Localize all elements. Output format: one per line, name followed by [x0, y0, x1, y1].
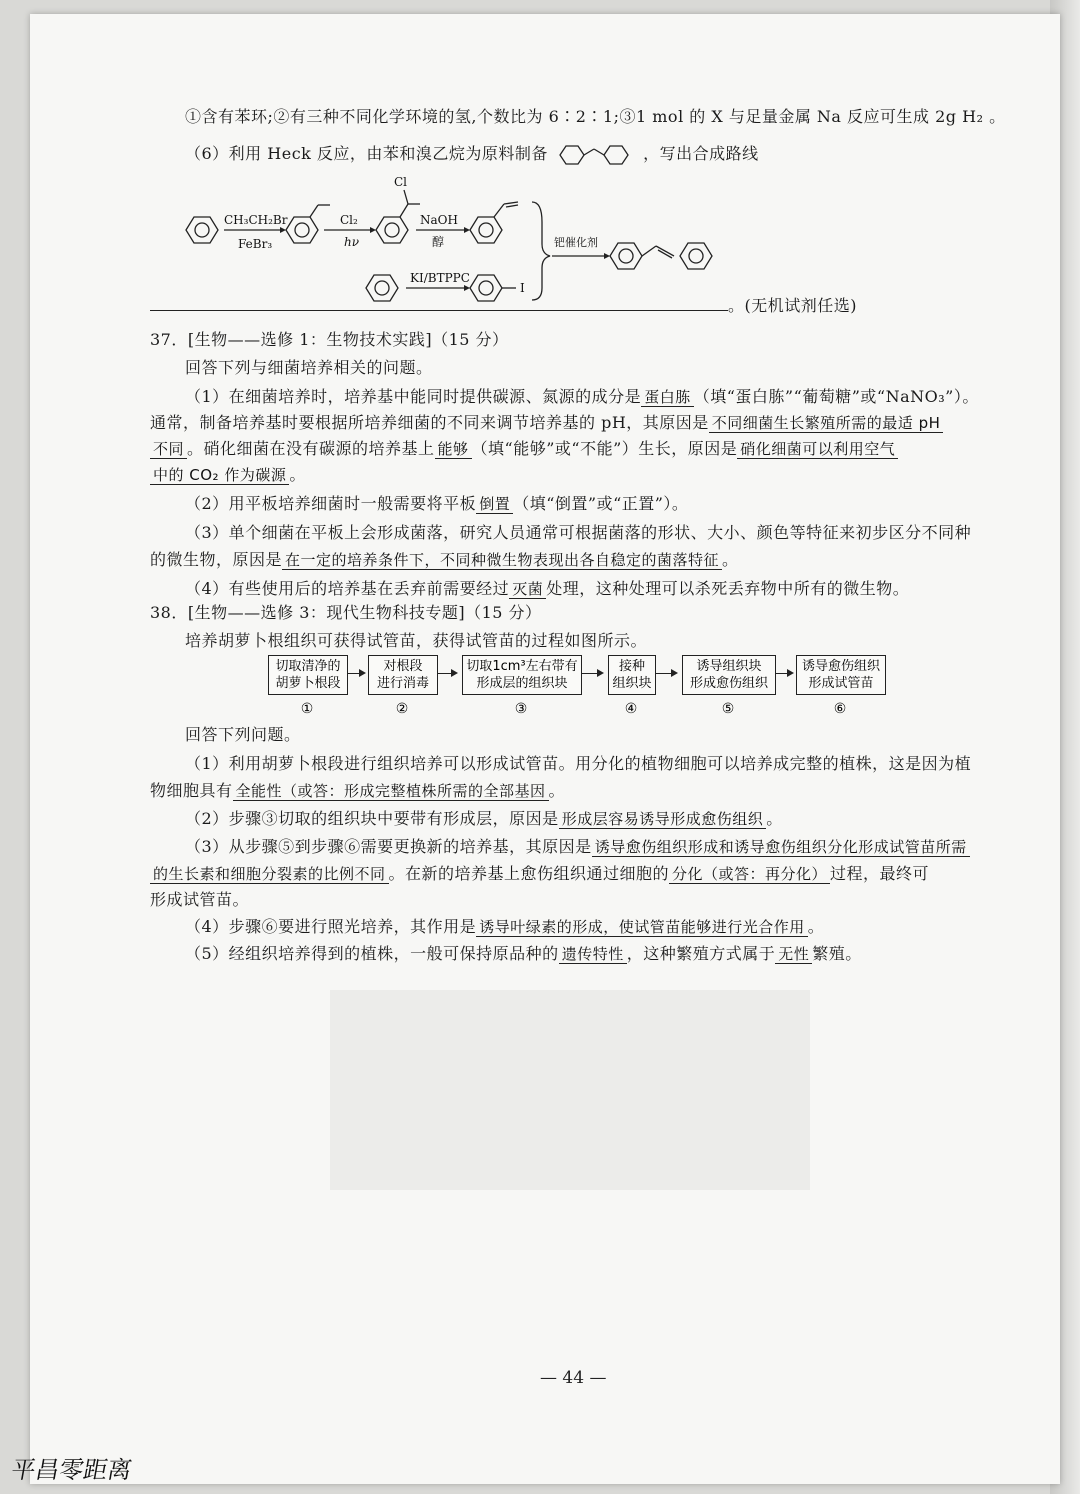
- tissue-culture-flowchart: [268, 655, 908, 725]
- flow-step-1-line2: 胡萝卜根段: [275, 676, 341, 691]
- q38-intro: 培养胡萝卜根组织可获得试管苗，获得试管苗的过程如图所示。: [185, 631, 648, 650]
- q38-p3-line2: [150, 861, 929, 884]
- flow-arrow: [776, 673, 792, 674]
- answer-ph-cont: 不同: [150, 440, 187, 459]
- page-number: — 44 —: [540, 1368, 607, 1388]
- q38-title: 38．[生物——选修 3：现代生物科技专题]（15 分）: [150, 603, 542, 622]
- reagent-naoh: NaOH: [420, 213, 458, 227]
- stilbene-ring-1: [610, 243, 642, 269]
- flow-arrow: [348, 673, 364, 674]
- step-number: ①: [300, 701, 314, 717]
- q38-p5-end: 繁殖。: [812, 944, 862, 963]
- q37-p1-ph-text: 通常，制备培养基时要根据所培养细菌的不同来调节培养基的 pH，其原因是: [150, 413, 709, 432]
- flow-step-4: [608, 655, 656, 695]
- answer-hormone-ratio: 的生长素和细胞分裂素的比例不同: [150, 865, 389, 884]
- q37-title: 37．[生物——选修 1：生物技术实践]（15 分）: [150, 330, 509, 349]
- q36-part6: [185, 141, 759, 166]
- flow-arrow: [582, 673, 602, 674]
- answer-asexual: 无性: [775, 945, 812, 964]
- flow-step-3-line2: 形成层的组织块: [476, 676, 568, 691]
- step-number: ⑥: [833, 701, 847, 717]
- q37-p2-text: （2）用平板培养细菌时一般需要将平板: [185, 494, 477, 513]
- iodine-label: I: [520, 281, 525, 295]
- q36-tail: 。(无机试剂任选): [728, 296, 857, 315]
- flow-step-5: [682, 655, 776, 695]
- q38-p1-line2: [150, 778, 565, 801]
- catalyst-label: 钯催化剂: [554, 236, 598, 249]
- q37-p1-line4: [150, 462, 306, 485]
- bleed-through-table: [330, 990, 810, 1190]
- q37-p1-end: 。: [289, 465, 306, 484]
- watermark: 平昌零距离: [9, 1456, 135, 1484]
- benzene-ring: [186, 217, 218, 243]
- answer-totipotency: 全能性（或答：形成完整植株所需的全部基因: [233, 782, 549, 801]
- flow-step-5-line1: 诱导组织块: [696, 659, 762, 674]
- step-number: ⑤: [721, 701, 735, 717]
- q38-p5-mid: ，这种繁殖方式属于: [626, 944, 776, 963]
- flow-step-6: [796, 655, 886, 695]
- q38-p5-text: （5）经组织培养得到的植株，一般可保持原品种的: [185, 944, 559, 963]
- q37-p1-line3: [150, 436, 898, 459]
- flow-step-4-line1: 接种: [618, 659, 645, 674]
- q38-p2-text: （2）步骤③切取的组织块中要带有形成层，原因是: [185, 809, 559, 828]
- answer-genetic: 遗传特性: [559, 945, 627, 964]
- reagent-ki: KI/BTPPC: [410, 271, 470, 285]
- answer-sterilize: 灭菌: [509, 580, 546, 599]
- q37-p4-end: 处理，这种处理可以杀死丢弃物中所有的微生物。: [546, 579, 910, 598]
- step-number: ③: [514, 701, 528, 717]
- flow-arrow: [656, 673, 676, 674]
- q38-p1-text: 物细胞具有: [150, 781, 233, 800]
- chlorine-label: Cl: [394, 175, 408, 189]
- answer-co2: 硝化细菌可以利用空气: [737, 440, 898, 459]
- answer-peptone: 蛋白胨: [641, 388, 694, 407]
- answer-colony: 在一定的培养条件下，不同种微生物表现出各自稳定的菌落特征: [282, 551, 722, 570]
- answer-can: 能够: [435, 440, 472, 459]
- reagent-cl2: Cl₂: [340, 213, 358, 227]
- answer-ph: 不同细菌生长繁殖所需的最适 pH: [709, 414, 944, 433]
- answer-co2-cont: 中的 CO₂ 作为碳源: [150, 466, 289, 485]
- answer-differentiation: 分化（或答：再分化）: [669, 865, 830, 884]
- q37-p3: （3）单个细菌在平板上会形成菌落，研究人员通常可根据菌落的形状、大小、颜色等特征来初步区分不同种: [185, 523, 972, 542]
- q38-ask: 回答下列问题。: [185, 725, 301, 744]
- flow-step-2: [368, 655, 438, 695]
- ethylbenzene-ring: [286, 217, 318, 243]
- q37-p3-text: 的微生物，原因是: [150, 550, 283, 569]
- chloroethylbenzene-ring: [376, 217, 408, 243]
- answer-inverted: 倒置: [476, 495, 513, 514]
- answer-blank: [150, 292, 728, 311]
- stilbene-structure: [554, 144, 638, 166]
- q37-p4-text: （4）有些使用后的培养基在丢弃前需要经过: [185, 579, 510, 598]
- q36-part6-tail: ，写出合成路线: [643, 144, 759, 163]
- q37-p1-options: （填“蛋白胨”“葡萄糖”或“NaNO₃”）。: [693, 387, 979, 406]
- flow-step-3: [462, 655, 582, 695]
- q37-p3-end: 。: [722, 550, 739, 569]
- q38-p3-tail: 过程，最终可: [830, 864, 930, 883]
- q38-p4-end: 。: [807, 917, 825, 936]
- q37-intro: 回答下列与细菌培养相关的问题。: [185, 358, 433, 377]
- flow-step-4-line2: 组织块: [612, 676, 652, 691]
- reagent-light: hν: [344, 235, 360, 249]
- reagent-ethyl-bromide: CH₃CH₂Br: [224, 213, 288, 227]
- step-number: ④: [624, 701, 638, 717]
- answer-medium: 诱导愈伤组织形成和诱导愈伤组织分化形成试管苗所需: [592, 838, 970, 857]
- q37-p3-line2: [150, 547, 739, 570]
- stilbene-ring-2: [680, 243, 712, 269]
- q37-p2-options: （填“倒置”或“正置”）。: [513, 494, 689, 513]
- q36-part6-text: （6）利用 Heck 反应，由苯和溴乙烷为原料制备: [185, 144, 548, 163]
- q37-p1: [185, 384, 979, 407]
- q37-p1-line2: [150, 410, 943, 433]
- q38-p3-text: （3）从步骤⑤到步骤⑥需要更换新的培养基，其原因是: [185, 837, 592, 856]
- answer-cambium: 形成层容易诱导形成愈伤组织: [559, 810, 767, 829]
- flow-step-1-line1: 切取清净的: [275, 659, 341, 674]
- q38-p2: [185, 806, 783, 829]
- flow-step-2-line2: 进行消毒: [376, 676, 429, 691]
- q38-p3-mid: 。在新的培养基上愈伤组织通过细胞的: [388, 864, 670, 883]
- q38-p3-line3: 形成试管苗。: [150, 890, 250, 909]
- q37-p4: [185, 576, 909, 599]
- q38-p4-text: （4）步骤⑥要进行照光培养，其作用是: [185, 917, 477, 936]
- flow-step-1: [268, 655, 348, 695]
- q38-p3: [185, 834, 970, 857]
- q38-p4: [185, 914, 824, 937]
- flow-step-6-line1: 诱导愈伤组织: [801, 659, 880, 674]
- q37-p1-text: （1）在细菌培养时，培养基中能同时提供碳源、氮源的成分是: [185, 387, 642, 406]
- q37-p2: [185, 491, 688, 514]
- q37-p1-nitrifying: 。硝化细菌在没有碳源的培养基上: [187, 439, 435, 458]
- q38-p1-end: 。: [548, 781, 566, 800]
- q36-conditions: ①含有苯环;②有三种不同化学环境的氢,个数比为 6∶2∶1;③1 mol 的 X 与足量金属 Na 反应可生成 2g H₂ 。: [185, 107, 1006, 126]
- q38-p2-end: 。: [766, 809, 783, 828]
- q38-p5: [185, 941, 862, 964]
- flow-step-6-line2: 形成试管苗: [808, 676, 874, 691]
- flow-step-3-line1: 切取1cm³左右带有: [466, 659, 578, 674]
- q38-p1: （1）利用胡萝卜根段进行组织培养可以形成试管苗。用分化的植物细胞可以培养成完整的植株，这是因为植: [185, 754, 972, 773]
- answer-light: 诱导叶绿素的形成，使试管苗能够进行光合作用: [476, 918, 808, 937]
- flow-arrow: [438, 673, 456, 674]
- flow-step-5-line2: 形成愈伤组织: [689, 676, 768, 691]
- q36-answer-line: [150, 292, 857, 316]
- reagent-alcohol: 醇: [432, 235, 445, 249]
- synthesis-route-diagram: [180, 172, 740, 306]
- step-number: ②: [395, 701, 409, 717]
- flow-step-2-line1: 对根段: [383, 659, 423, 674]
- reagent-febr3: FeBr₃: [238, 237, 273, 251]
- styrene-ring: [470, 217, 502, 243]
- q37-p1-reason: （填“能够”或“不能”）生长，原因是: [471, 439, 738, 458]
